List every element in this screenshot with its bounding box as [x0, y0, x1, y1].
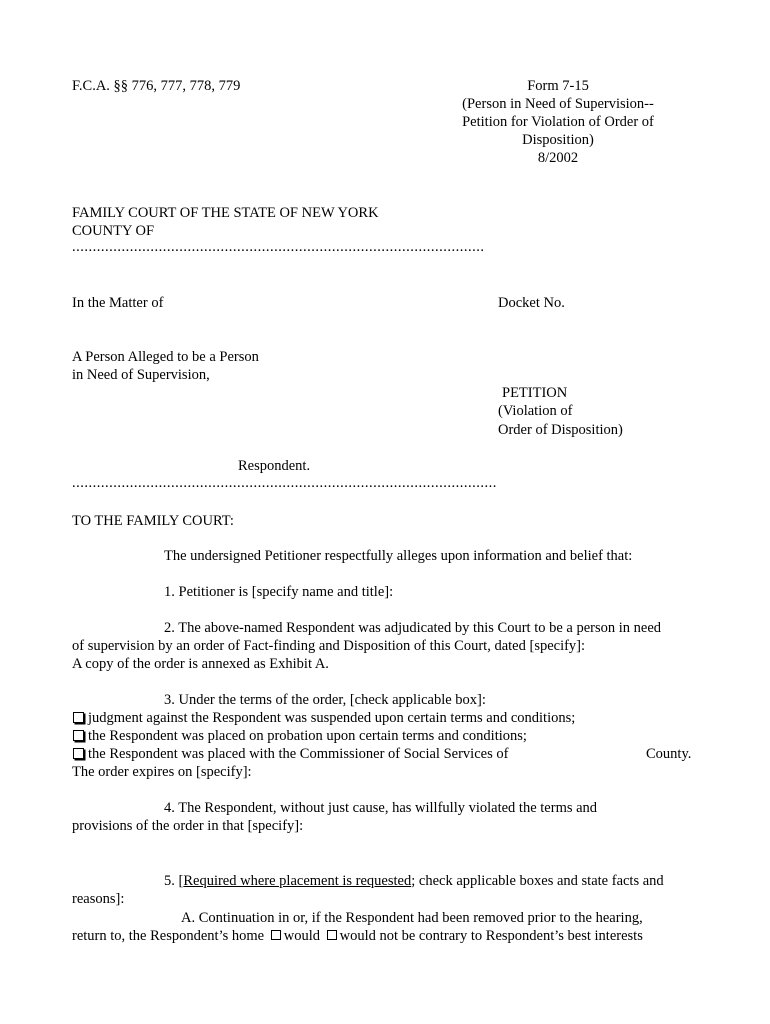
paragraph-2-line3: A copy of the order is annexed as Exhibit A. [72, 656, 329, 672]
would-label: would [283, 928, 320, 944]
checkbox-would[interactable] [271, 930, 281, 940]
checkbox-suspended[interactable] [73, 712, 84, 723]
paragraph-5a-line2 [72, 927, 643, 945]
order-expires-line: The order expires on [specify]: [72, 764, 252, 780]
paragraph-2-line2: of supervision by an order of Fact-finding and Disposition of this Court, dated [specify]: [72, 638, 586, 654]
option-placement [73, 745, 508, 763]
paragraph-5-required-note: Required where placement is requested [183, 873, 412, 889]
paragraph-3-line1: 3. Under the terms of the order, [check applicable box]: [164, 692, 486, 708]
option-placement-label: the Respondent was placed with the Commissioner of Social Services of [88, 746, 509, 762]
form-date: 8/2002 [537, 150, 579, 166]
paragraph-5-line1 [164, 872, 664, 890]
form-title-line2: Petition for Violation of Order of [462, 114, 654, 130]
paragraph-5-rest: ; check applicable boxes and state facts and [411, 873, 664, 889]
caption-dotted-line: ....................................................................................................... [72, 475, 497, 491]
checkbox-probation[interactable] [73, 730, 84, 741]
paragraph-4-line2: provisions of the order in that [specify]: [72, 818, 304, 834]
form-title-line1: (Person in Need of Supervision-- [462, 96, 654, 112]
docket-no-label: Docket No. [498, 295, 565, 311]
to-the-court-heading: TO THE FAMILY COURT: [72, 513, 234, 529]
paragraph-4-line1: 4. The Respondent, without just cause, has willfully violated the terms and [164, 800, 598, 816]
paragraph-1: 1. Petitioner is [specify name and title]: [164, 584, 394, 600]
option-suspended-label: judgment against the Respondent was suspended upon certain terms and conditions; [88, 710, 576, 726]
paragraph-5-line2: reasons]: [72, 891, 125, 907]
paragraph-5a-line1: A. Continuation in or, if the Respondent had been removed prior to the hearing, [181, 910, 643, 926]
petition-subtitle-line2: Order of Disposition) [498, 422, 623, 438]
respondent-description-line1: A Person Alleged to be a Person [72, 349, 259, 365]
statute-reference: F.C.A. §§ 776, 777, 778, 779 [72, 78, 241, 94]
county-of-label: COUNTY OF [72, 223, 155, 239]
paragraph-2-line1: 2. The above-named Respondent was adjudicated by this Court to be a person in need [164, 620, 662, 636]
checkbox-would-not[interactable] [327, 930, 337, 940]
option-suspended [73, 709, 575, 727]
form-header-block [456, 77, 660, 167]
paragraph-5-number: 5. [ [164, 873, 184, 889]
petition-subtitle-line1: (Violation of [498, 403, 573, 419]
form-number: Form 7-15 [527, 78, 589, 94]
option-probation [73, 727, 527, 745]
in-the-matter-label: In the Matter of [72, 295, 164, 311]
respondent-label: Respondent. [238, 458, 311, 474]
paragraph-5a-start: return to, the Respondent’s home [72, 928, 265, 944]
intro-paragraph: The undersigned Petitioner respectfully alleges upon information and belief that: [164, 548, 633, 564]
county-label: County. [646, 746, 692, 762]
form-title-line3: Disposition) [522, 132, 594, 148]
court-name: FAMILY COURT OF THE STATE OF NEW YORK [72, 205, 379, 221]
county-dotted-line: .................................................................................................... [72, 239, 485, 255]
respondent-description-line2: in Need of Supervision, [72, 367, 210, 383]
petition-title: PETITION [502, 385, 568, 401]
checkbox-placement[interactable] [73, 748, 84, 759]
would-not-label: would not be contrary to Respondent’s best interests [339, 928, 643, 944]
option-probation-label: the Respondent was placed on probation upon certain terms and conditions; [88, 728, 527, 744]
